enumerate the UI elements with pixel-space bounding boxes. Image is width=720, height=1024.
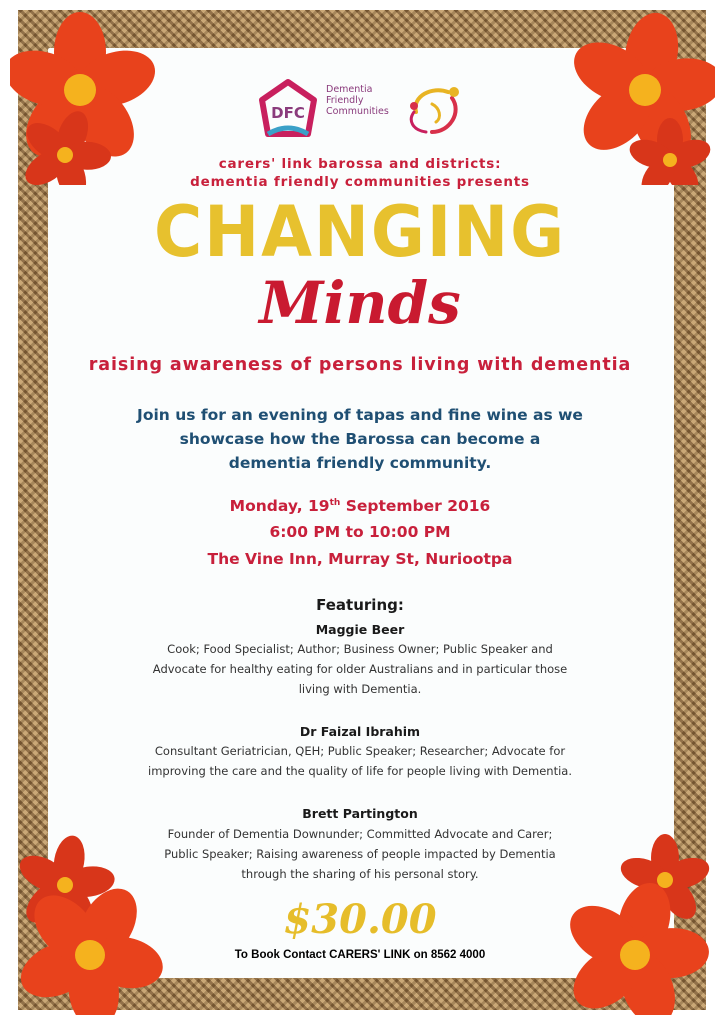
dfc-initials: DFC (271, 104, 305, 122)
speaker-bio (100, 741, 620, 781)
event-date-rest: September 2016 (340, 497, 491, 515)
intro-line: showcase how the Barossa can become a (179, 430, 541, 448)
speaker-bio (100, 639, 620, 699)
title-minds: Minds (259, 269, 461, 337)
speaker-bio-line: through the sharing of his personal story. (241, 867, 479, 881)
dfc-name-line: Dementia (326, 84, 373, 95)
intro-line: dementia friendly community. (228, 454, 492, 472)
intro-line: Join us for an evening of tapas and fine wine as we (137, 406, 583, 424)
dfc-name (326, 84, 406, 117)
title-changing: CHANGING (154, 191, 566, 273)
speaker-name: Maggie Beer (315, 622, 405, 637)
speaker-bio-line: Founder of Dementia Downunder; Committed Advocate and Carer; (167, 827, 553, 841)
event-venue: The Vine Inn, Murray St, Nuriootpa (207, 550, 513, 568)
dfc-name-line: Friendly (326, 95, 364, 106)
presenter-line-2: dementia friendly communities presents (190, 174, 530, 190)
ticket-price: $30.00 (283, 896, 437, 943)
event-date (0, 497, 720, 515)
speaker-name: Brett Partington (302, 806, 418, 821)
booking-contact: To Book Contact CARERS' LINK on 8562 4000 (234, 949, 486, 961)
carers-link-logo (402, 82, 468, 140)
event-time: 6:00 PM to 10:00 PM (269, 523, 451, 541)
speaker-bio-line: Cook; Food Specialist; Author; Business Owner; Public Speaker and (167, 642, 553, 656)
speaker-bio-line: Public Speaker; Raising awareness of people impacted by Dementia (164, 847, 556, 861)
subtitle: raising awareness of persons living with dementia (88, 355, 632, 375)
speaker-bio-line: improving the care and the quality of life for people living with Dementia. (148, 764, 572, 778)
dfc-name-line: Communities (326, 106, 389, 117)
presenter-line-1: carers' link barossa and districts: (218, 156, 502, 172)
dfc-logo (256, 78, 320, 142)
intro-paragraph (110, 403, 610, 475)
event-date-suffix: th (329, 497, 341, 508)
event-date-prefix: Monday, 19 (229, 497, 330, 515)
featuring-heading: Featuring: (316, 596, 404, 614)
speaker-bio (100, 824, 620, 884)
speaker-bio-line: Consultant Geriatrician, QEH; Public Speaker; Researcher; Advocate for (154, 744, 566, 758)
speaker-bio-line: living with Dementia. (298, 682, 422, 696)
speaker-bio-line: Advocate for healthy eating for older Australians and in particular those (152, 662, 568, 676)
logo-group (256, 78, 476, 142)
speaker-name: Dr Faizal Ibrahim (299, 724, 421, 739)
